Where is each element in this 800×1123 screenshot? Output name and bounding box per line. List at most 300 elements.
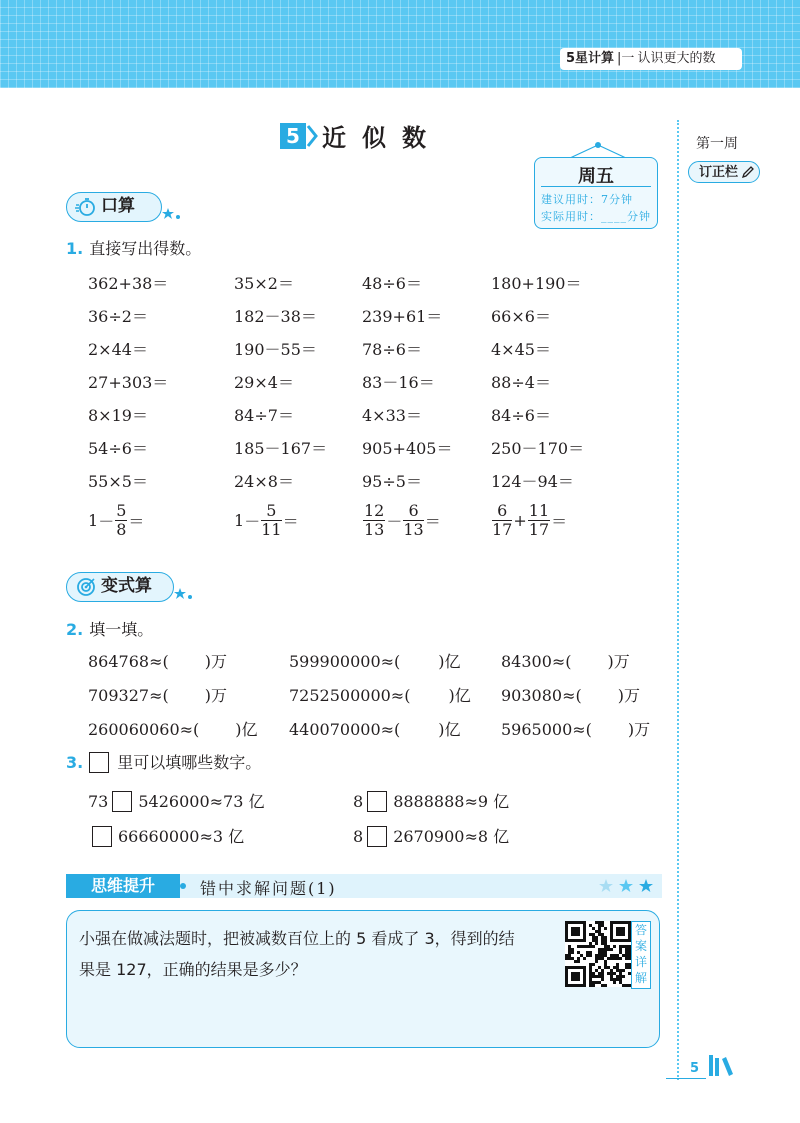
qr-module: [595, 957, 598, 960]
box-expression: 5426000≈73 亿: [138, 792, 265, 811]
qr-module: [595, 921, 598, 924]
approx-item: [88, 717, 258, 740]
oral-item: 250－170＝: [491, 439, 585, 458]
qr-module: [613, 957, 616, 960]
qr-module: [619, 948, 622, 951]
qr-module: [577, 960, 580, 963]
oral-item: 180+190＝: [491, 274, 582, 293]
oral-item: 905+405＝: [362, 439, 453, 458]
qr-module: [598, 948, 601, 951]
oral-item: 24×8＝: [234, 472, 294, 491]
question-2-text: 填一填。: [89, 620, 154, 639]
question-2: [66, 617, 153, 640]
thinking-tag: 思维提升: [66, 874, 180, 898]
qr-module: [601, 978, 604, 981]
qr-module: [592, 984, 595, 987]
digit-box-item: [88, 824, 244, 847]
prefix-digits: 8: [353, 792, 364, 811]
qr-module: [589, 984, 592, 987]
qr-module: [604, 945, 607, 948]
section-label-variant: 变式算: [101, 576, 152, 596]
qr-module: [595, 954, 598, 957]
digit-box[interactable]: [367, 826, 387, 847]
qr-module: [622, 975, 625, 978]
stars-decoration: [173, 587, 195, 601]
question-2-number: 2.: [66, 620, 84, 639]
qr-module: [589, 966, 592, 969]
box-expression: 66660000≈3 亿: [118, 827, 245, 846]
chevron-right-icon: [306, 123, 320, 149]
qr-module: [607, 945, 610, 948]
header-band: [0, 0, 800, 88]
pencil-icon: [741, 165, 755, 179]
whole-number: 1: [88, 511, 99, 530]
fraction-item: [491, 502, 567, 539]
approx-unit: )万: [607, 652, 630, 671]
qr-module: [589, 978, 592, 981]
question-1-number: 1.: [66, 239, 84, 258]
approx-number: 5965000≈(: [501, 720, 592, 739]
qr-module: [589, 969, 592, 972]
operator: －: [244, 512, 261, 531]
thinking-bar: [180, 874, 662, 898]
digit-box-item: [88, 789, 264, 812]
qr-module: [592, 939, 595, 942]
approx-unit: )亿: [438, 720, 461, 739]
qr-module: [592, 981, 595, 984]
stars-decoration: [161, 207, 183, 221]
qr-module: [610, 948, 613, 951]
problem-box: [66, 910, 660, 1048]
qr-module: [601, 984, 604, 987]
qr-module: [616, 975, 619, 978]
qr-module: [619, 972, 622, 975]
qr-module: [613, 954, 616, 957]
target-icon: [75, 576, 97, 598]
oral-item: 185－167＝: [234, 439, 328, 458]
qr-module: [598, 981, 601, 984]
qr-module: [616, 954, 619, 957]
approx-number: 84300≈(: [501, 652, 572, 671]
denominator: 13: [364, 520, 385, 539]
qr-module: [601, 936, 604, 939]
qr-module: [598, 921, 601, 924]
qr-module: [604, 951, 607, 954]
qr-module: [601, 951, 604, 954]
qr-module: [589, 963, 592, 966]
fraction: [528, 502, 550, 539]
problem-line-2: 果是 127，正确的结果是多少？: [79, 960, 307, 979]
qr-module: [601, 939, 604, 942]
section-label-oral: 口算: [101, 196, 135, 216]
qr-module: [577, 945, 580, 948]
qr-module: [568, 948, 571, 951]
operator: －: [98, 512, 115, 531]
qr-module: [589, 981, 592, 984]
qr-module: [619, 957, 622, 960]
oral-item: 27+303＝: [88, 373, 169, 392]
operator: +: [513, 511, 527, 530]
qr-module: [592, 933, 595, 936]
oral-item: 48÷6＝: [362, 274, 422, 293]
qr-module: [586, 954, 589, 957]
numerator: 6: [403, 502, 423, 521]
qr-module: [625, 963, 628, 966]
qr-module: [601, 924, 604, 927]
equals-sign: ＝: [282, 512, 299, 531]
qr-module: [622, 969, 625, 972]
qr-module: [601, 975, 604, 978]
approx-unit: )亿: [438, 652, 461, 671]
denominator: 17: [492, 520, 513, 539]
thinking-subtitle: 错中求解问题(1): [200, 879, 337, 898]
whole-number: 1: [234, 511, 245, 530]
qr-module: [604, 927, 607, 930]
qr-module: [589, 924, 592, 927]
oral-item: 362+38＝: [88, 274, 169, 293]
qr-module: [604, 939, 607, 942]
qr-module: [604, 954, 607, 957]
qr-module: [595, 936, 598, 939]
numerator: 5: [116, 501, 127, 520]
qr-module: [592, 975, 595, 978]
qr-module: [565, 957, 568, 960]
qr-module: [580, 954, 583, 957]
qr-module: [601, 933, 604, 936]
qr-module: [610, 972, 613, 975]
qr-module: [625, 948, 628, 951]
prefix-digits: 73: [88, 792, 109, 811]
approx-number: 260060060≈(: [88, 720, 200, 739]
approx-item: [289, 717, 473, 740]
qr-module: [571, 948, 574, 951]
fraction: [115, 502, 127, 539]
approx-unit: )万: [617, 686, 640, 705]
oral-item: 29×4＝: [234, 373, 294, 392]
qr-module: [598, 954, 601, 957]
qr-module: [622, 984, 625, 987]
qr-module: [595, 939, 598, 942]
approx-item: [289, 649, 473, 672]
oral-item: 66×6＝: [491, 307, 551, 326]
qr-module: [604, 960, 607, 963]
qr-module: [598, 927, 601, 930]
correction-label: 订正栏: [699, 165, 739, 180]
denominator: 17: [528, 520, 550, 539]
qr-module: [616, 969, 619, 972]
qr-module: [589, 972, 592, 975]
approx-unit: )万: [204, 686, 227, 705]
qr-module: [610, 978, 613, 981]
qr-module: [589, 954, 592, 957]
qr-module: [604, 984, 607, 987]
fraction: [261, 502, 281, 539]
approx-unit: )亿: [448, 686, 471, 705]
qr-module: [601, 948, 604, 951]
qr-module: [604, 966, 607, 969]
digit-box[interactable]: [92, 826, 112, 847]
qr-module: [601, 972, 604, 975]
qr-module: [595, 975, 598, 978]
question-3: [66, 750, 261, 773]
lesson-number: 5: [280, 123, 306, 149]
qr-module: [610, 957, 613, 960]
oral-item: 4×45＝: [491, 340, 551, 359]
oral-item: 2×44＝: [88, 340, 148, 359]
question-3-number: 3.: [66, 753, 84, 772]
bullet-decoration: [178, 880, 188, 892]
qr-module: [619, 981, 622, 984]
qr-module: [565, 954, 568, 957]
qr-finder: [571, 927, 580, 936]
equals-sign: ＝: [128, 512, 145, 531]
denominator: 11: [261, 520, 282, 539]
qr-module: [622, 954, 625, 957]
qr-module: [610, 969, 613, 972]
qr-module: [589, 975, 592, 978]
qr-module: [583, 945, 586, 948]
qr-module: [589, 951, 592, 954]
header-tab: [560, 48, 742, 70]
qr-module: [601, 954, 604, 957]
qr-module: [613, 966, 616, 969]
approx-item: [88, 683, 238, 706]
fraction-item: [362, 502, 441, 539]
answer-box[interactable]: [89, 752, 109, 773]
numerator: 5: [261, 502, 281, 521]
box-expression: 2670900≈8 亿: [393, 827, 510, 846]
qr-module: [625, 957, 628, 960]
qr-module: [586, 951, 589, 954]
qr-module: [586, 945, 589, 948]
stars-rating-icon: [598, 878, 654, 894]
qr-module: [604, 963, 607, 966]
qr-module: [613, 945, 616, 948]
qr-module: [574, 960, 577, 963]
fraction-item: [88, 502, 144, 539]
oral-item: 88÷4＝: [491, 373, 551, 392]
qr-module: [601, 942, 604, 945]
qr-module: [598, 924, 601, 927]
qr-module: [604, 942, 607, 945]
lesson-title: 近似数: [322, 124, 442, 152]
qr-module: [616, 978, 619, 981]
problem-line-1: 小强在做减法题时，把被减数百位上的 5 看成了 3，得到的结: [79, 929, 515, 948]
approx-item: [501, 717, 656, 740]
approx-unit: )万: [627, 720, 651, 739]
qr-module: [625, 984, 628, 987]
oral-item: 4×33＝: [362, 406, 422, 425]
qr-module: [568, 945, 571, 948]
operator: －: [386, 512, 403, 531]
oral-item: 84÷7＝: [234, 406, 294, 425]
qr-module: [607, 957, 610, 960]
problem-text: [79, 923, 559, 985]
qr-module: [613, 978, 616, 981]
approx-item: [88, 649, 238, 672]
qr-module: [589, 945, 592, 948]
oral-item: 36÷2＝: [88, 307, 148, 326]
qr-module: [625, 951, 628, 954]
actual-time: 实际用时：____分钟: [541, 210, 651, 223]
page-number-rule: [666, 1078, 706, 1079]
qr-module: [577, 957, 580, 960]
oral-item: 78÷6＝: [362, 340, 422, 359]
page-number: 5: [690, 1061, 700, 1076]
chapter-label: 认识更大的数: [637, 51, 716, 66]
day-title: 周五: [578, 166, 614, 187]
approx-number: 709327≈(: [88, 686, 169, 705]
qr-module: [598, 951, 601, 954]
approx-number: 7252500000≈(: [289, 686, 411, 705]
approx-unit: )万: [204, 652, 227, 671]
qr-module: [571, 951, 574, 954]
brand-label: 5星计算: [566, 51, 615, 66]
qr-module: [622, 945, 625, 948]
qr-module: [607, 948, 610, 951]
week-label: 第一周: [696, 136, 738, 152]
qr-finder: [616, 927, 625, 936]
header-separator: |一: [617, 51, 635, 66]
question-3-text: 里可以填哪些数字。: [117, 753, 262, 772]
oral-item: 182－38＝: [234, 307, 317, 326]
box-expression: 8888888≈9 亿: [393, 792, 510, 811]
margin-divider: [677, 120, 679, 1080]
oral-item: 124－94＝: [491, 472, 574, 491]
denominator: 13: [403, 520, 424, 539]
approx-unit: )亿: [235, 720, 258, 739]
denominator: 8: [116, 520, 127, 539]
fraction: [492, 502, 512, 539]
qr-module: [613, 981, 616, 984]
qr-module: [625, 954, 628, 957]
qr-module: [589, 933, 592, 936]
qr-module: [601, 957, 604, 960]
digit-box-item: [353, 789, 509, 812]
qr-module: [616, 957, 619, 960]
approx-item: [501, 683, 656, 706]
qr-module: [583, 957, 586, 960]
qr-module: [598, 957, 601, 960]
qr-module: [604, 948, 607, 951]
qr-module: [598, 972, 601, 975]
qr-label: 答案详解: [631, 921, 651, 989]
equals-sign: ＝: [551, 512, 568, 531]
fraction: [363, 502, 385, 539]
question-1: [66, 236, 201, 259]
qr-module: [568, 951, 571, 954]
oral-item: 95÷5＝: [362, 472, 422, 491]
qr-finder: [571, 972, 580, 981]
digit-box-item: [353, 824, 509, 847]
approx-number: 599900000≈(: [289, 652, 401, 671]
numerator: 6: [492, 502, 512, 521]
oral-item: 55×5＝: [88, 472, 148, 491]
approx-number: 440070000≈(: [289, 720, 401, 739]
qr-module: [595, 969, 598, 972]
fraction-item: [234, 502, 299, 539]
day-divider: [541, 186, 651, 187]
approx-number: 903080≈(: [501, 686, 582, 705]
qr-module: [616, 966, 619, 969]
qr-code[interactable]: [565, 921, 631, 987]
qr-module: [601, 969, 604, 972]
qr-module: [568, 957, 571, 960]
digit-box[interactable]: [112, 791, 132, 812]
qr-module: [613, 972, 616, 975]
qr-module: [607, 972, 610, 975]
books-icon: [708, 1053, 738, 1077]
qr-module: [598, 933, 601, 936]
oral-item: 83－16＝: [362, 373, 435, 392]
qr-module: [595, 930, 598, 933]
qr-module: [619, 945, 622, 948]
stopwatch-icon: [75, 196, 97, 218]
qr-module: [592, 963, 595, 966]
approx-item: [501, 649, 656, 672]
prefix-digits: 8: [353, 827, 364, 846]
qr-module: [619, 969, 622, 972]
qr-module: [625, 945, 628, 948]
qr-module: [580, 945, 583, 948]
section-pill-oral: [66, 192, 162, 222]
qr-module: [619, 951, 622, 954]
qr-module: [568, 954, 571, 957]
approx-item: [289, 683, 473, 706]
numerator: 11: [528, 501, 550, 520]
qr-module: [595, 981, 598, 984]
qr-module: [604, 936, 607, 939]
question-1-text: 直接写出得数。: [89, 239, 202, 258]
equals-sign: ＝: [424, 512, 441, 531]
qr-module: [625, 966, 628, 969]
qr-module: [619, 975, 622, 978]
correction-column-label: [688, 161, 760, 183]
qr-module: [598, 966, 601, 969]
oral-item: 35×2＝: [234, 274, 294, 293]
qr-module: [592, 972, 595, 975]
qr-module: [595, 942, 598, 945]
qr-module: [610, 954, 613, 957]
qr-module: [610, 975, 613, 978]
oral-item: 8×19＝: [88, 406, 148, 425]
digit-box[interactable]: [367, 791, 387, 812]
qr-module: [607, 966, 610, 969]
qr-module: [598, 930, 601, 933]
suggested-time: 建议用时：7分钟: [541, 193, 633, 206]
oral-item: 190－55＝: [234, 340, 317, 359]
qr-module: [619, 978, 622, 981]
qr-module: [592, 945, 595, 948]
qr-module: [592, 936, 595, 939]
qr-module: [595, 960, 598, 963]
section-pill-variant: [66, 572, 174, 602]
qr-module: [577, 951, 580, 954]
qr-module: [601, 921, 604, 924]
oral-item: 239+61＝: [362, 307, 443, 326]
qr-module: [589, 942, 592, 945]
approx-number: 864768≈(: [88, 652, 169, 671]
qr-module: [571, 957, 574, 960]
numerator: 12: [364, 501, 385, 520]
qr-module: [598, 975, 601, 978]
day-box: [534, 157, 658, 229]
oral-item: 84÷6＝: [491, 406, 551, 425]
qr-module: [616, 963, 619, 966]
qr-module: [592, 927, 595, 930]
fraction: [403, 502, 423, 539]
oral-item: 54÷6＝: [88, 439, 148, 458]
